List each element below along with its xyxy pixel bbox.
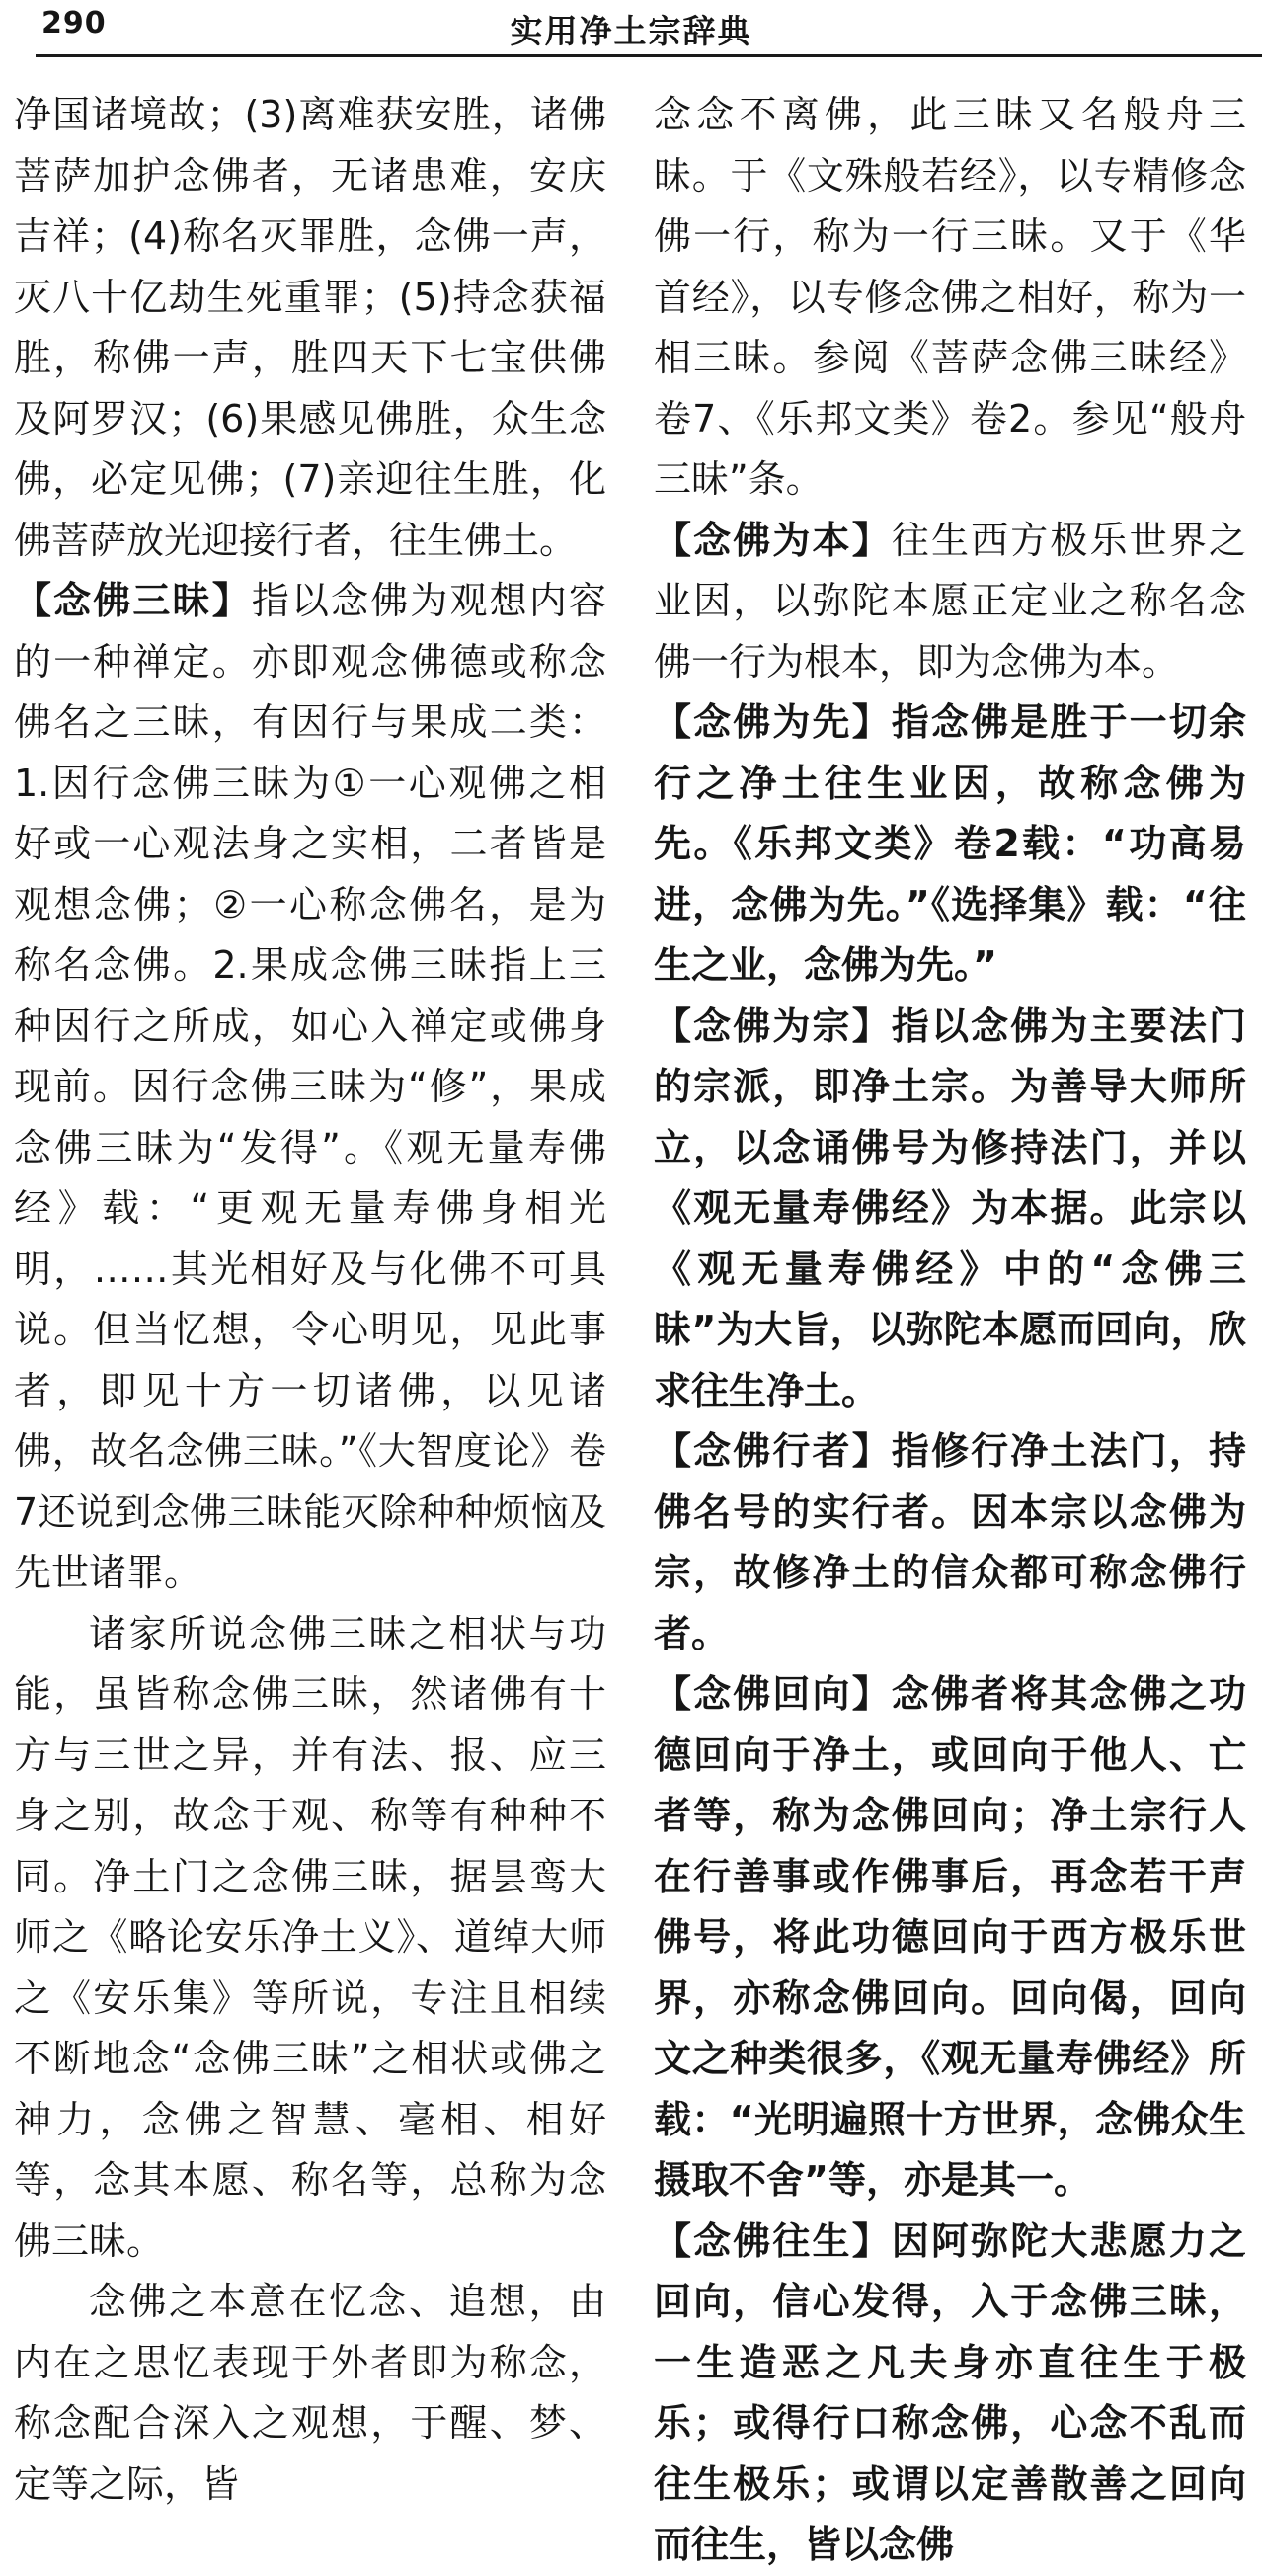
entry-text: 指以念佛为主要法门的宗派，即净土宗。为善导大师所立，以念诵佛号为修持法门，并以《观无量寿佛经》为本据。此宗以《观无量寿佛经》中的“念佛三昧”为大旨，以弥陀本愿而回向，欣求往生净土。 <box>654 1004 1246 1412</box>
entry-term: 【念佛往生】 <box>654 2218 892 2263</box>
left-column <box>14 85 606 2506</box>
entry-nianfo-weizong <box>654 997 1246 1422</box>
page-number: 290 <box>41 6 107 40</box>
entry-text: 因阿弥陀大悲愿力之回向，信心发得，入于念佛三昧，一生造恶之凡夫身亦直往生于极乐；或得行口称念佛，心念不乱而往生极乐；或谓以定善散善之回向而往生，皆以念佛 <box>654 2218 1246 2566</box>
entry-text: 往生西方极乐世界之业因，以弥陀本愿正定业之称名念佛一行为根本，即为念佛为本。 <box>654 518 1246 684</box>
continued-paragraph: 念念不离佛，此三昧又名般舟三昧。于《文殊般若经》，以专精修念佛一行，称为一行三昧。又于《华首经》，以专修念佛之相好，称为一相三昧。参阅《菩萨念佛三昧经》卷7、《乐邦文类》卷2。参见“般舟三昧”条。 <box>654 93 1246 501</box>
entry-term: 【念佛行者】 <box>654 1429 892 1473</box>
entry-nianfo-weixian <box>654 692 1246 997</box>
entry-text: 指念佛是胜于一切余行之净土往生业因，故称念佛为先。《乐邦文类》卷2载：“功高易进，念佛为先。”《选择集》载：“往生之业，念佛为先。” <box>654 700 1246 987</box>
entry-term: 【念佛回向】 <box>654 1672 892 1716</box>
entry-nianfo-sanmei <box>14 571 606 1604</box>
entry-nianfo-xingzhe <box>654 1421 1246 1664</box>
entry-term: 【念佛为宗】 <box>654 1004 892 1048</box>
right-column <box>654 85 1246 2566</box>
entry-text: 念佛者将其念佛之功德回向于净土，或回向于他人、亡者等，称为念佛回向；净土宗行人在行善事或作佛事后，再念若干声佛号，将此功德回向于西方极乐世界，亦称念佛回向。回向偈，回向文之种类很多，《观无量寿佛经》所载：“光明遍照十方世界，念佛众生摄取不舍”等，亦是其一。 <box>654 1672 1246 2202</box>
page-header <box>0 0 1262 59</box>
entry-nianfo-wangsheng <box>654 2212 1246 2576</box>
entry-term: 【念佛为先】 <box>654 700 892 744</box>
continued-paragraph: 净国诸境故；(3)离难获安胜，诸佛菩萨加护念佛者，无诸患难，安庆吉祥；(4)称名灭罪胜，念佛一声，灭八十亿劫生死重罪；(5)持念获福胜，称佛一声，胜四天下七宝供佛及阿罗汉；(6)果感见佛胜，众生念佛，必定见佛；(7)亲迎往生胜，化佛菩萨放光迎接行者，往生佛土。 <box>14 93 606 562</box>
entry-nianfo-weiben <box>654 511 1246 693</box>
book-title: 实用净土宗辞典 <box>510 12 752 50</box>
entry-text: 指修行净土法门，持佛名号的实行者。因本宗以念佛为宗，故修净土的信众都可称念佛行者。 <box>654 1429 1246 1655</box>
entry-term: 【念佛三昧】 <box>14 579 252 622</box>
entry-text: 指以念佛为观想内容的一种禅定。亦即观念佛德或称念佛名之三昧，有因行与果成二类：1.因行念佛三昧为①一心观佛之相好或一心观法身之实相，二者皆是观想念佛；②一心称念佛名，是为称名念佛。2.果成念佛三昧指上三种因行之所成，如心入禅定或佛身现前。因行念佛三昧为“修”，果成念佛三昧为“发得”。《观无量寿佛经》载：“更观无量寿佛身相光明，……其光相好及与化佛不可具说。但当忆想，令心明见，见此事者，即见十方一切诸佛，以见诸佛，故名念佛三昧。”《大智度论》卷7还说到念佛三昧能灭除种种烦恼及先世诸罪。 <box>14 579 606 1594</box>
body-paragraph: 诸家所说念佛三昧之相状与功能，虽皆称念佛三昧，然诸佛有十方与三世之异，并有法、报、应三身之别，故念于观、称等有种种不同。净土门之念佛三昧，据昙鸾大师之《略论安乐净土义》、道绰大师之《安乐集》等所说，专注且相续不断地念“念佛三昧”之相状或佛之神力，念佛之智慧、毫相、相好等，念其本愿、称名等，总称为念佛三昧。 <box>14 1611 606 2263</box>
entry-nianfo-huixiang <box>654 1664 1246 2212</box>
header-rule <box>36 54 1262 57</box>
entry-term: 【念佛为本】 <box>654 518 892 562</box>
body-paragraph: 念佛之本意在忆念、追想，由内在之思忆表现于外者即为称念，称念配合深入之观想，于醒、梦、定等之际，皆 <box>14 2280 606 2506</box>
